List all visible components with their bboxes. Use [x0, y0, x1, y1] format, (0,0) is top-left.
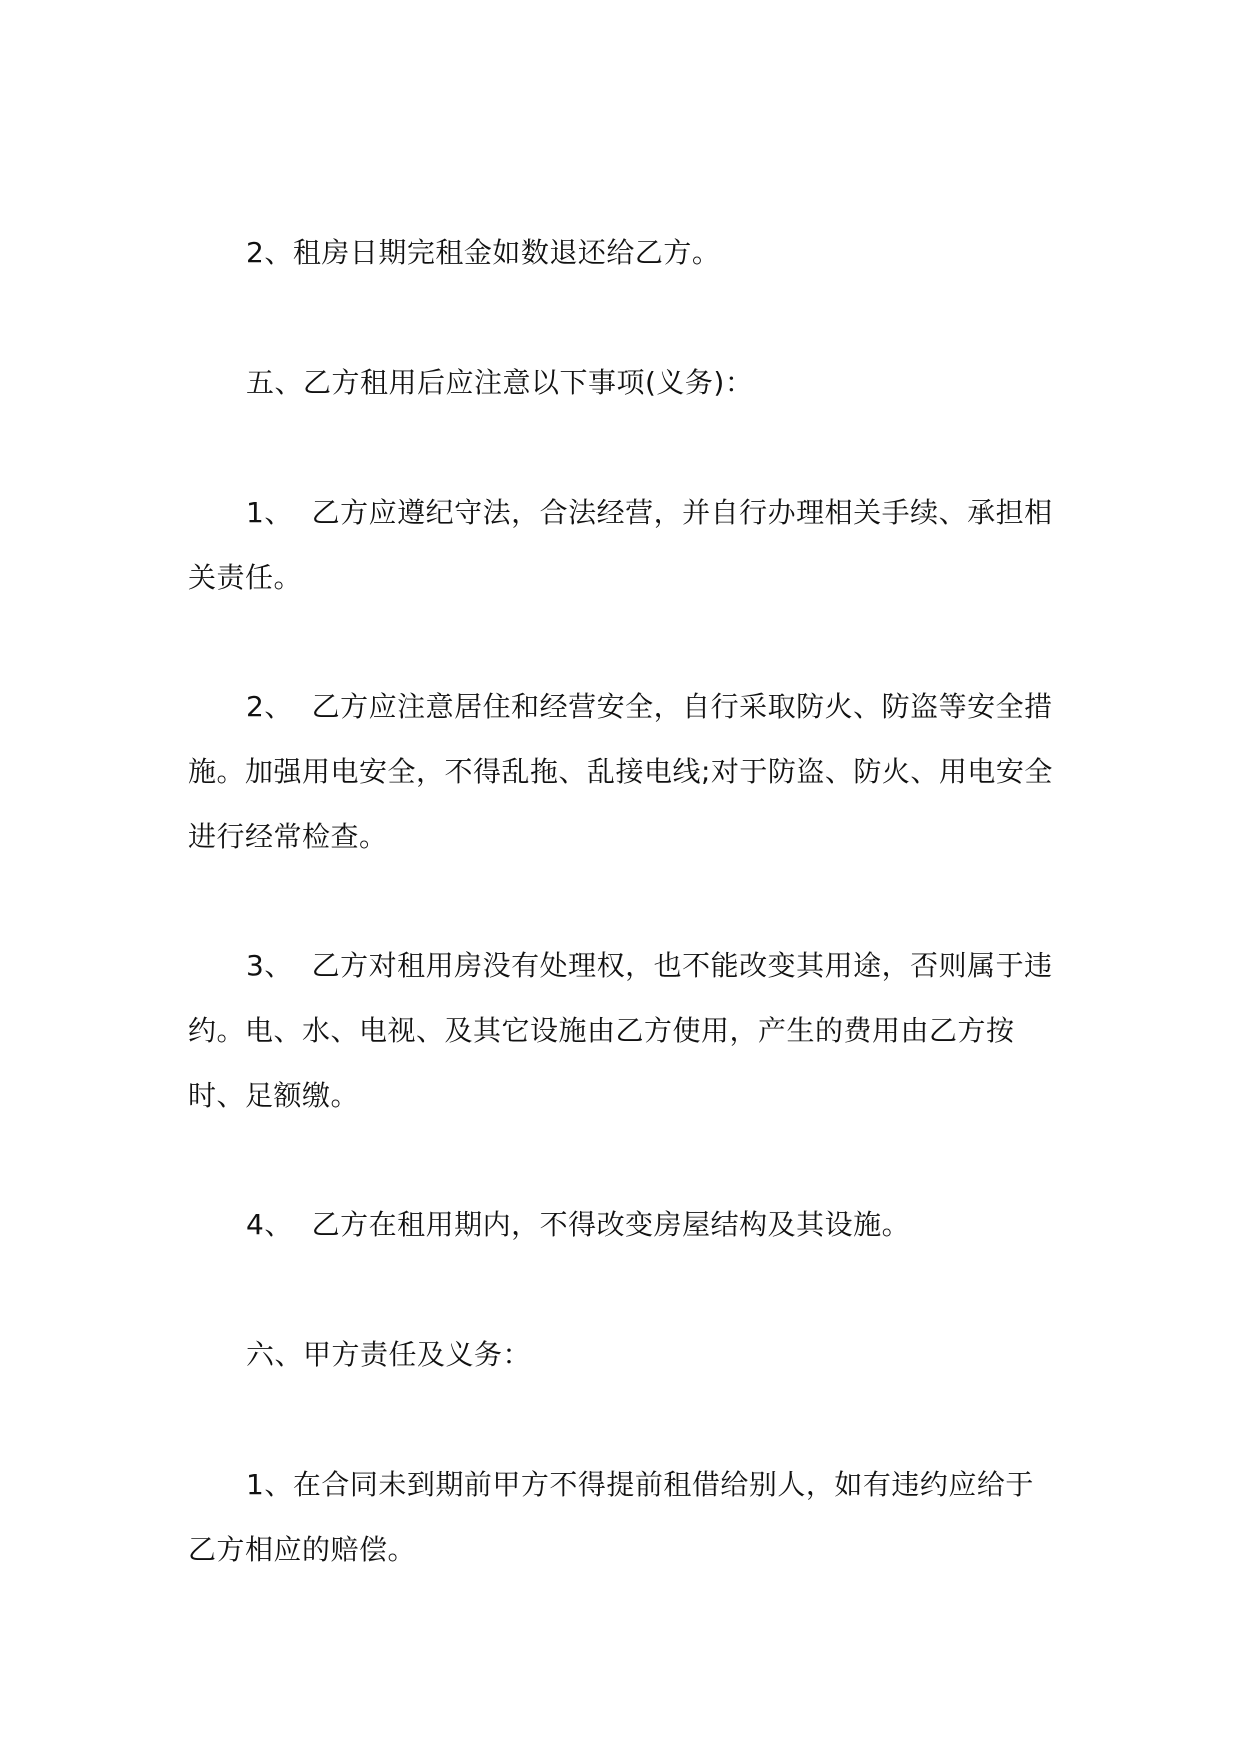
section-heading-landlord-obligations: 六、甲方责任及义务：	[246, 1338, 532, 1371]
paragraph-obligation-3: 3、 乙方对租用房没有处理权，也不能改变其用途，否则属于违约。电、水、电视、及其它设施由乙方使用，产生的费用由乙方按时、足额缴。	[188, 949, 1053, 1112]
paragraph-rent-refund: 2、租房日期完租金如数退还给乙方。	[246, 236, 721, 269]
paragraph-landlord-obligation-1: 1、在合同未到期前甲方不得提前租借给别人，如有违约应给于乙方相应的赔偿。	[188, 1468, 1034, 1566]
paragraph-obligation-2: 2、 乙方应注意居住和经营安全，自行采取防火、防盗等安全措施。加强用电安全，不得乱拖、乱接电线;对于防盗、防火、用电安全进行经常检查。	[188, 690, 1053, 853]
section-heading-tenant-obligations: 五、乙方租用后应注意以下事项(义务)：	[246, 366, 754, 399]
paragraph-obligation-4: 4、 乙方在租用期内，不得改变房屋结构及其设施。	[246, 1208, 911, 1241]
paragraph-obligation-1: 1、 乙方应遵纪守法，合法经营，并自行办理相关手续、承担相关责任。	[188, 496, 1053, 594]
